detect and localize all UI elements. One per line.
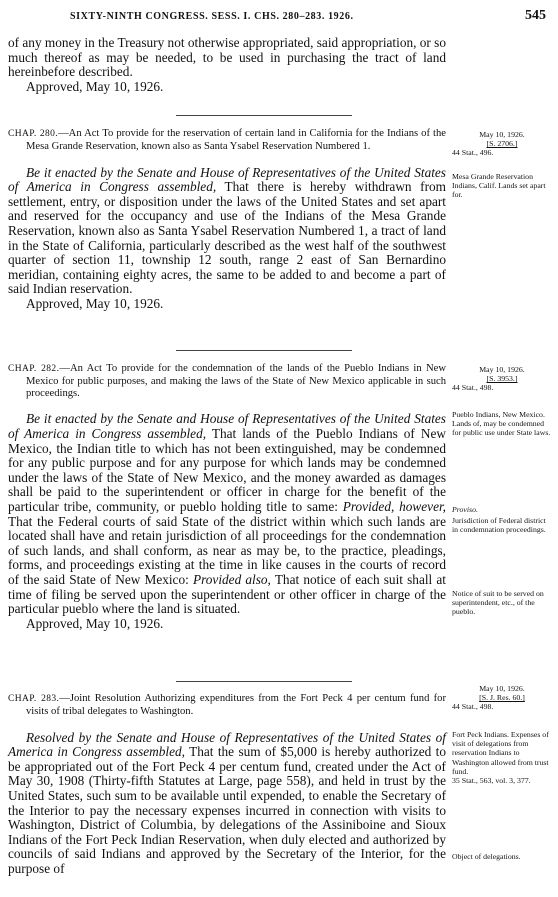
margin-proviso xyxy=(452,505,552,514)
margin-statute: 44 Stat., 498. xyxy=(452,702,494,712)
margin-notes-280 xyxy=(452,130,552,199)
margin-date: May 10, 1926. xyxy=(479,365,525,374)
enacting-clause: Be it enacted by the Senate and House of Representatives of the United States of America in Congress assembled, xyxy=(8,164,446,195)
margin-date: May 10, 1926. xyxy=(479,684,525,693)
carryover-text: of any money in the Treasury not otherwise appropriated, said appropriation, or so much thereof as may be needed, to be used in purchasing the tract of land hereinbefore described. xyxy=(8,35,446,80)
section-divider xyxy=(176,681,352,682)
page-number: 545 xyxy=(525,8,546,23)
running-header xyxy=(0,8,558,26)
resolving-clause: Resolved by the Senate and House of Representatives of the United States of America in Congress assembled, xyxy=(8,729,446,760)
margin-proviso-label: Proviso. xyxy=(452,505,478,514)
chapter-number: CHAP. 283. xyxy=(8,694,60,704)
approval-line: Approved, May 10, 1926. xyxy=(26,295,164,311)
margin-statute: 44 Stat., 498. xyxy=(452,383,494,393)
chapter-caption xyxy=(8,363,446,399)
chapter-number: CHAP. 282. xyxy=(8,364,60,374)
section-text: That the sum of $5,000 is hereby authorized to be appropriated out of the Fort Peck 4 per centum fund, created under the Act of May 30, 1908 (Thirty-fifth Statutes at Large, page 558), and held in trust by the United States, such sum to be available until expended, to enable the Secretary of the Interior to pay the necessary expenses incurred in connection with visits to Washington, District of Columbia, by delegations of the Assiniboine and Sioux Indians of the Fort Peck Indian Reservation, when duly elected and authorized by councils of said Indians and approved by the Secretary of the Interior, for the purpose of xyxy=(8,744,446,876)
section-text: That there is hereby withdrawn from settlement, entry, or disposition under the laws of the United States and set apart and reserved for the occupancy and use of the Indians of the Mesa Grande Reservation, known also as Santa Ysabel Reservation Numbered 1, a tract of land in the State of California, particularly described as the west half of the southwest quarter of section 11, township 12 south, range 2 east of San Bernardino meridian, containing eighty acres, the same to be added to and become a part of said Indian reservation. xyxy=(8,179,446,297)
enacting-clause: Be it enacted by the Senate and House of Representatives of the United States of America in Congress assembled, xyxy=(8,411,446,441)
margin-note: Mesa Grande Reservation Indians, Calif. Lands set apart for. xyxy=(452,171,546,200)
resolving-paragraph xyxy=(8,731,446,877)
carryover-section xyxy=(8,36,446,94)
margin-notes-282 xyxy=(452,365,552,393)
margin-note: Fort Peck Indians. Expenses of visit of delegations from reservation Indians to Washington allowed from trust fund. xyxy=(452,730,549,776)
chapter-number: CHAP. 280. xyxy=(8,129,59,139)
margin-note: Notice of suit to be served on superintendent, etc., of the pueblo. xyxy=(452,589,544,617)
running-head: SIXTY-NINTH CONGRESS. SESS. I. CHS. 280–283. 1926. xyxy=(70,11,354,22)
section-divider xyxy=(176,350,352,351)
margin-bill-number: [S. 2706.] xyxy=(486,139,518,149)
proviso-clause: Provided also, xyxy=(192,571,271,587)
chapter-283 xyxy=(8,693,446,877)
chapter-282 xyxy=(8,363,446,631)
margin-date: May 10, 1926. xyxy=(479,130,525,139)
margin-note: Object of delegations. xyxy=(452,852,521,861)
proviso-clause: Provided, however, xyxy=(342,498,446,514)
caption-text: —An Act To provide for the reservation of certain land in California for the Indians of the Mesa Grande Reservation, known also as Santa Ysabel Reservation Numbered 1. xyxy=(26,128,447,152)
chapter-caption xyxy=(8,128,446,153)
margin-note: Pueblo Indians, New Mexico. Lands of, may be condemned for public use under State laws. xyxy=(452,410,551,438)
approval-line: Approved, May 10, 1926. xyxy=(26,78,164,94)
caption-text: —Joint Resolution Authorizing expenditures from the Fort Peck 4 per centum fund for visits of tribal delegates to Washington. xyxy=(26,693,446,717)
caption-text: —An Act To provide for the condemnation of the lands of the Pueblo Indians in New Mexico for public purposes, and making the laws of the State of New Mexico applicable in such proceedings. xyxy=(26,363,446,399)
margin-bill-number: [S. 3953.] xyxy=(486,374,518,384)
chapter-caption xyxy=(8,693,446,718)
approval-line: Approved, May 10, 1926. xyxy=(26,615,164,631)
chapter-280 xyxy=(8,128,446,312)
section-divider xyxy=(176,115,352,116)
enacting-paragraph xyxy=(8,166,446,297)
section-text: That notice of each suit shall at time of filing be served upon the superintendent or other officer in charge of the particular pueblo where the land is situated. xyxy=(8,571,447,617)
section-text: That the Federal courts of said State of the district within which such lands are located shall have and retain jurisdiction of all proceedings for the condemnation of such lands, and shall conform, as near as may be, to the practice, pleadings, forms, and proceedings existing at the time in like causes in the courts of record of the said State of New Mexico: xyxy=(8,513,446,587)
margin-bill-number: [S. J. Res. 60.] xyxy=(479,693,525,703)
margin-statute: 44 Stat., 496. xyxy=(452,148,494,158)
margin-reference: 35 Stat., 563, vol. 3, 377. xyxy=(452,776,531,785)
margin-notes-283 xyxy=(452,684,552,712)
margin-note: Jurisdiction of Federal district in condemnation proceedings. xyxy=(452,516,546,535)
section-text: That lands of the Pueblo Indians of New Mexico, the Indian title to which has not been extinguished, may be condemned for any public purpose and for any purpose for which lands may be condemned under the laws of the State of New Mexico, and the money awarded as damages shall be paid to the superintendent or officer in charge for the benefit of the particular tribe, community, or pueblo holding title to same: xyxy=(8,425,446,514)
enacting-paragraph xyxy=(8,412,446,616)
